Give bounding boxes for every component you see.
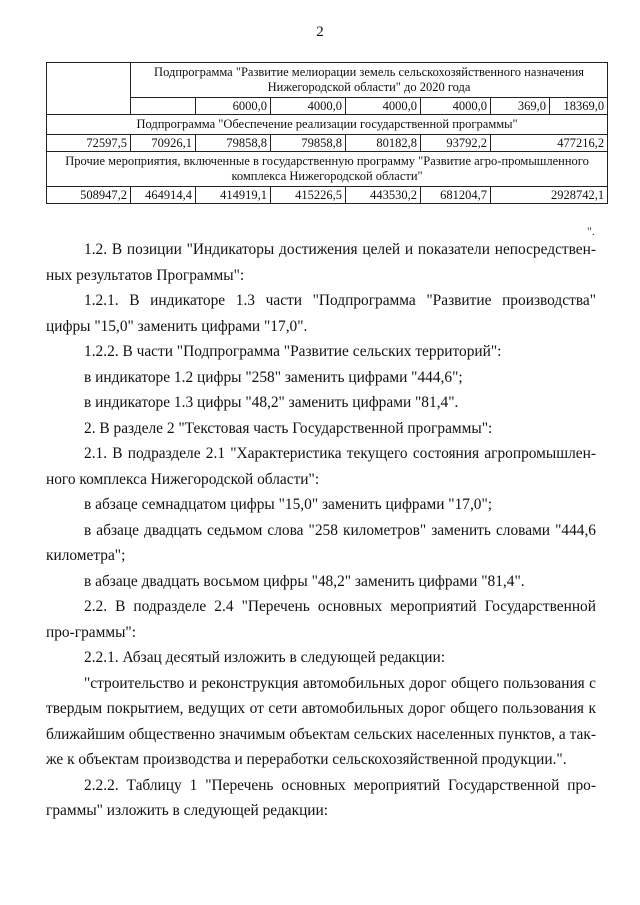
paragraph: 1.2. В позиции "Индикаторы достижения целей и показатели непосредствен-ных результатов Программы": — [46, 241, 596, 284]
table-cell: 6000,0 — [196, 98, 271, 115]
table-row — [47, 63, 608, 98]
table-cell: 4000,0 — [421, 98, 491, 115]
table-cell: 464914,4 — [131, 187, 196, 204]
table-cell: 72597,5 — [47, 135, 131, 152]
paragraph: в индикаторе 1.3 цифры "48,2" заменить цифрами "81,4". — [84, 394, 459, 411]
paragraph: "строительство и реконструкция автомобильных дорог общего пользования с твердым покрытием, ведущих от сети автомобильных дорог общего пользования к ближайшим общественно значимым объектам сельских населенных пунктов, а так-же к объектам производства и переработки сельскохозяйственной продукции.". — [46, 674, 596, 768]
paragraph: 2.1. В подразделе 2.1 "Характеристика текущего состояния агропромышлен-ного комплекса Нижегородской области": — [46, 445, 596, 488]
table-cell: 70926,1 — [131, 135, 196, 152]
paragraph: 2. В разделе 2 "Текстовая часть Государственной программы": — [84, 419, 493, 437]
table-cell: 93792,2 — [421, 135, 491, 152]
table-cell — [131, 98, 196, 115]
table-cell: 443530,2 — [346, 187, 421, 204]
paragraph: в абзаце семнадцатом цифры "15,0" заменить цифрами "17,0"; — [84, 496, 493, 513]
program-funding-table — [46, 62, 608, 204]
paragraph: 2.2.2. Таблицу 1 "Перечень основных мероприятий Государственной про-граммы" изложить в следующей редакции: — [46, 776, 596, 819]
table-cell: 415226,5 — [271, 187, 346, 204]
paragraph: в абзаце двадцать восьмом цифры "48,2" заменить цифрами "81,4". — [84, 572, 525, 590]
table-cell: 2928742,1 — [491, 187, 608, 204]
table-cell: 80182,8 — [346, 135, 421, 152]
table-cell: 4000,0 — [346, 98, 421, 115]
paragraph: 1.2.1. В индикаторе 1.3 части "Подпрограмма "Развитие производства" цифры "15,0" заменить цифрами "17,0". — [46, 292, 596, 335]
table-row — [47, 187, 608, 204]
table-cell: 4000,0 — [271, 98, 346, 115]
subprogram-heading: Прочие мероприятия, включенные в государственную программу "Развитие агро-промышленного комплекса Нижегородской области" — [47, 152, 608, 187]
subprogram-heading: Подпрограмма "Обеспечение реализации государственной программы" — [47, 115, 608, 135]
document-body — [46, 237, 596, 824]
table-cell: 79858,8 — [271, 135, 346, 152]
empty-left-cell — [47, 63, 131, 115]
table-cell: 79858,8 — [196, 135, 271, 152]
table-cell: 414919,1 — [196, 187, 271, 204]
table-row — [47, 115, 608, 135]
subprogram-heading: Подпрограмма "Развитие мелиорации земель сельскохозяйственного назначения Нижегородской области" до 2020 года — [131, 63, 608, 98]
table-row — [47, 152, 608, 187]
paragraph: 1.2.2. В части "Подпрограмма "Развитие сельских территорий": — [84, 343, 502, 360]
table-cell: 681204,7 — [421, 187, 491, 204]
table-cell: 369,0 — [491, 98, 550, 115]
table-cell: 18369,0 — [550, 98, 608, 115]
paragraph: в индикаторе 1.2 цифры "258" заменить цифрами "444,6"; — [84, 368, 463, 386]
paragraph: в абзаце двадцать седьмом слова "258 километров" заменить словами "444,6 километра"; — [46, 521, 596, 564]
table-row — [47, 135, 608, 152]
page-number: 2 — [316, 24, 324, 40]
table-cell: 477216,2 — [491, 135, 608, 152]
table-row — [47, 98, 608, 115]
table-closing-mark: ". — [587, 224, 595, 238]
table-cell: 508947,2 — [47, 187, 131, 204]
paragraph: 2.2. В подразделе 2.4 "Перечень основных мероприятий Государственной про-граммы": — [46, 598, 596, 641]
paragraph: 2.2.1. Абзац десятый изложить в следующей редакции: — [84, 649, 446, 666]
